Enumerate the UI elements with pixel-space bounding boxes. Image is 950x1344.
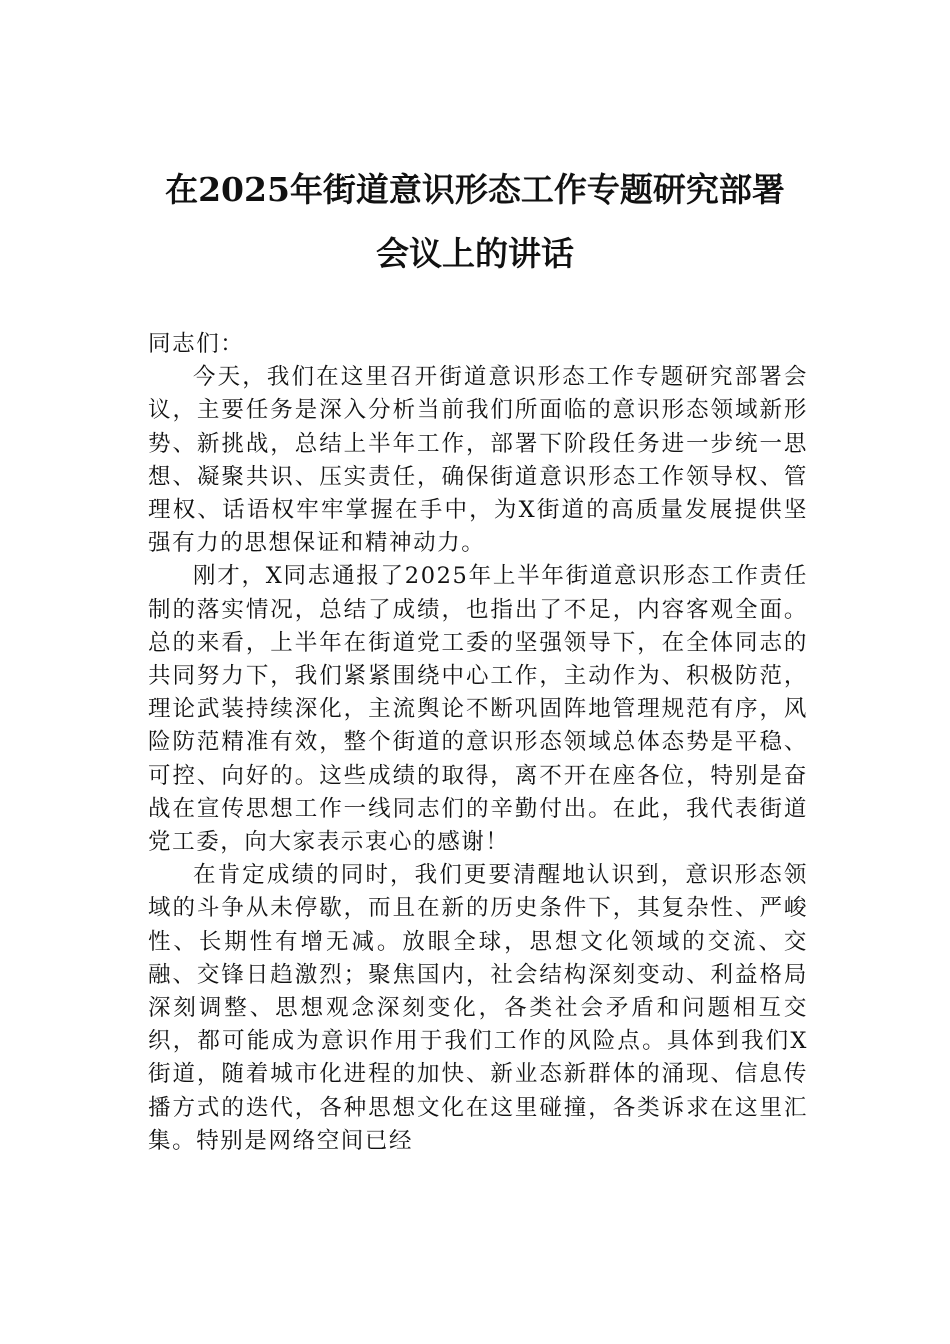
- paragraph-3: 在肯定成绩的同时，我们更要清醒地认识到，意识形态领域的斗争从未停歇，而且在新的历史条件下，其复杂性、严峻性、长期性有增无减。放眼全球，思想文化领域的交流、交融、交锋日趋激烈；聚焦国内，社会结构深刻变动、利益格局深刻调整、思想观念深刻变化，各类社会矛盾和问题相互交织，都可能成为意识作用于我们工作的风险点。具体到我们X街道，随着城市化进程的加快、新业态新群体的涌现、信息传播方式的迭代，各种思想文化在这里碰撞，各类诉求在这里汇集。特别是网络空间已经: [148, 862, 808, 1154]
- title-line-1: 在2025年街道意识形态工作专题研究部署: [165, 170, 785, 209]
- document-title: [140, 158, 810, 286]
- paragraph-2: 刚才，X同志通报了2025年上半年街道意识形态工作责任制的落实情况，总结了成绩，也指出了不足，内容客观全面。总的来看，上半年在街道党工委的坚强领导下，在全体同志的共同努力下，我们紧紧围绕中心工作，主动作为、积极防范，理论武装持续深化，主流舆论不断巩固阵地管理规范有序，风险防范精准有效，整个街道的意识形态领域总体态势是平稳、可控、向好的。这些成绩的取得，离不开在座各位，特别是奋战在宣传思想工作一线同志们的辛勤付出。在此，我代表街道党工委，向大家表示衷心的感谢！: [148, 563, 808, 856]
- paragraph-1: 今天，我们在这里召开街道意识形态工作专题研究部署会议，主要任务是深入分析当前我们所面临的意识形态领域新形势、新挑战，总结上半年工作，部署下阶段任务进一步统一思想、凝聚共识、压实责任，确保街道意识形态工作领导权、管理权、话语权牢牢掌握在手中，为X街道的高质量发展提供坚强有力的思想保证和精神动力。: [148, 364, 808, 557]
- document-body: [148, 328, 808, 1158]
- salutation: 同志们：: [148, 331, 245, 357]
- title-line-2: 会议上的讲话: [376, 234, 574, 273]
